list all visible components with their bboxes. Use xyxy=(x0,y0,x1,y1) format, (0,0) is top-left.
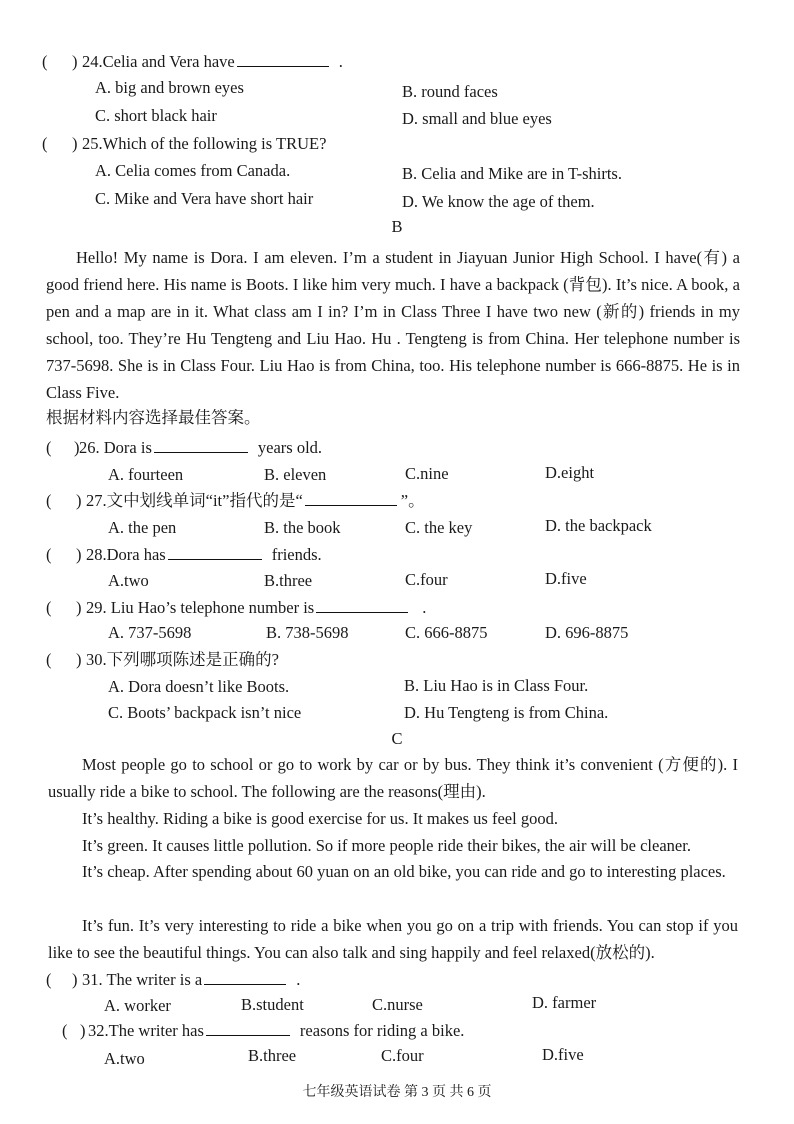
question-29-tail: . xyxy=(422,598,427,617)
question-28-tail: friends. xyxy=(271,545,322,564)
answer-paren-close: ) xyxy=(72,134,78,153)
answer-paren-open: ( xyxy=(62,1021,68,1040)
page-footer: 七年级英语试卷 第 3 页 共 6 页 xyxy=(302,1085,492,1100)
option-d: D. farmer xyxy=(532,993,597,1012)
option-a: A. the pen xyxy=(108,518,177,537)
option-d: D.eight xyxy=(545,463,595,482)
question-30-stem: 30.下列哪项陈述是正确的? xyxy=(86,650,279,669)
answer-paren-open: ( xyxy=(46,970,52,989)
option-c: C.nurse xyxy=(372,995,423,1014)
question-28-stem: 28.Dora has xyxy=(86,545,166,564)
option-c: C. 666-8875 xyxy=(405,623,488,642)
answer-blank xyxy=(154,438,248,453)
answer-paren-close: ) xyxy=(72,970,78,989)
option-a: A. 737-5698 xyxy=(108,623,192,642)
answer-paren-close: ) xyxy=(76,598,82,617)
answer-paren-open: ( xyxy=(46,650,52,669)
answer-blank xyxy=(316,598,408,613)
answer-blank xyxy=(206,1021,290,1036)
option-b: B.three xyxy=(264,571,313,590)
question-31-stem: 31. The writer is a xyxy=(82,970,203,989)
option-b: B. Celia and Mike are in T-shirts. xyxy=(402,164,622,183)
option-b: B. Liu Hao is in Class Four. xyxy=(404,676,589,695)
passage-c-paragraph-4: It’s cheap. After spending about 60 yuan on an old bike, you can ride and go to interesting places. xyxy=(82,862,726,881)
question-24 xyxy=(42,52,343,72)
answer-paren-close: ) xyxy=(80,1021,86,1040)
option-c: C.nine xyxy=(405,464,449,483)
answer-paren-open: ( xyxy=(46,545,52,564)
option-c: C.four xyxy=(405,570,448,589)
option-c: C. Boots’ backpack isn’t nice xyxy=(108,703,302,722)
passage-c-paragraph-3: It’s green. It causes little pollution. So if more people ride their bikes, the air will be cleaner. xyxy=(82,836,691,855)
option-d: D. 696-8875 xyxy=(545,623,629,642)
option-c: C.four xyxy=(381,1046,424,1065)
option-d: D. the backpack xyxy=(545,516,652,535)
option-d: D.five xyxy=(545,569,587,588)
option-b: B.student xyxy=(241,995,304,1014)
answer-blank xyxy=(204,970,286,985)
answer-blank xyxy=(168,545,262,560)
answer-paren-close: ) xyxy=(76,545,82,564)
option-a: A. big and brown eyes xyxy=(95,78,244,97)
option-a: A. Dora doesn’t like Boots. xyxy=(108,677,290,696)
answer-paren-close: ) xyxy=(74,438,80,457)
option-d: D. Hu Tengteng is from China. xyxy=(404,703,609,722)
option-b: B. eleven xyxy=(264,465,327,484)
answer-blank xyxy=(305,491,397,506)
section-b-label: B xyxy=(391,217,403,236)
option-a: A. worker xyxy=(104,996,171,1015)
question-29-stem: 29. Liu Hao’s telephone number is xyxy=(86,598,315,617)
question-32-stem: 32.The writer has xyxy=(88,1021,204,1040)
question-24-tail: . xyxy=(338,52,343,71)
answer-paren-open: ( xyxy=(46,598,52,617)
section-b-instruction: 根据材料内容选择最佳答案。 xyxy=(46,408,261,427)
question-32-tail: reasons for riding a bike. xyxy=(299,1021,465,1040)
question-26-tail: years old. xyxy=(257,438,323,457)
question-32 xyxy=(62,1021,464,1041)
passage-c-paragraph-1: Most people go to school or go to work by car or by bus. They think it’s convenient (方便的). I usually ride a bike to school. The following are the reasons(理由). xyxy=(48,755,738,801)
question-27-tail: ”。 xyxy=(400,491,425,510)
question-31 xyxy=(46,970,300,990)
question-29 xyxy=(46,598,426,618)
question-26 xyxy=(46,438,322,458)
answer-paren-open: ( xyxy=(42,52,48,71)
question-25 xyxy=(42,134,326,154)
answer-paren-open: ( xyxy=(46,491,52,510)
question-26-stem: 26. Dora is xyxy=(79,438,152,457)
answer-paren-open: ( xyxy=(42,134,48,153)
question-31-tail: . xyxy=(296,970,301,989)
answer-paren-close: ) xyxy=(72,52,78,71)
passage-b: Hello! My name is Dora. I am eleven. I’m a student in Jiayuan Junior High School. I have(有) a good friend here. His name is Boots. I like him very much. I have a backpack (背包). It’s nice. A book, a pen and a map are in it. What class am I in? I’m in Class Three I have two new (新的) friends in my school, too. They’re Hu Tengteng and Liu Hao. Hu . Tengteng is from China. Her telephone number is 737-5698. She is in Class Four. Liu Hao is from China, too. His telephone number is 666-8875. He is in Class Five. xyxy=(46,248,740,402)
option-b: B. the book xyxy=(264,518,341,537)
answer-paren-close: ) xyxy=(76,491,82,510)
question-30 xyxy=(46,650,279,670)
option-a: A.two xyxy=(108,571,149,590)
option-a: A. fourteen xyxy=(108,465,184,484)
question-25-stem: 25.Which of the following is TRUE? xyxy=(82,134,327,153)
option-a: A.two xyxy=(104,1049,145,1068)
option-b: B. 738-5698 xyxy=(266,623,349,642)
passage-c-paragraph-5: It’s fun. It’s very interesting to ride a bike when you go on a trip with friends. You can stop if you like to see the beautiful things. You can also talk and sing happily and feel relaxed(放松的). xyxy=(48,916,738,962)
answer-blank xyxy=(237,52,329,67)
section-c-label: C xyxy=(391,729,403,748)
option-a: A. Celia comes from Canada. xyxy=(95,161,291,180)
option-c: C. the key xyxy=(405,518,473,537)
answer-paren-open: ( xyxy=(46,438,52,457)
option-b: B.three xyxy=(248,1046,297,1065)
question-24-stem: 24.Celia and Vera have xyxy=(82,52,235,71)
passage-c-paragraph-2: It’s healthy. Riding a bike is good exercise for us. It makes us feel good. xyxy=(82,809,558,828)
option-c: C. Mike and Vera have short hair xyxy=(95,189,314,208)
option-d: D. We know the age of them. xyxy=(402,192,595,211)
question-28 xyxy=(46,545,322,565)
question-27-stem: 27.文中划线单词“it”指代的是“ xyxy=(86,491,303,510)
option-b: B. round faces xyxy=(402,82,498,101)
option-d: D.five xyxy=(542,1045,584,1064)
answer-paren-close: ) xyxy=(76,650,82,669)
option-d: D. small and blue eyes xyxy=(402,109,552,128)
option-c: C. short black hair xyxy=(95,106,217,125)
question-27 xyxy=(46,491,425,511)
